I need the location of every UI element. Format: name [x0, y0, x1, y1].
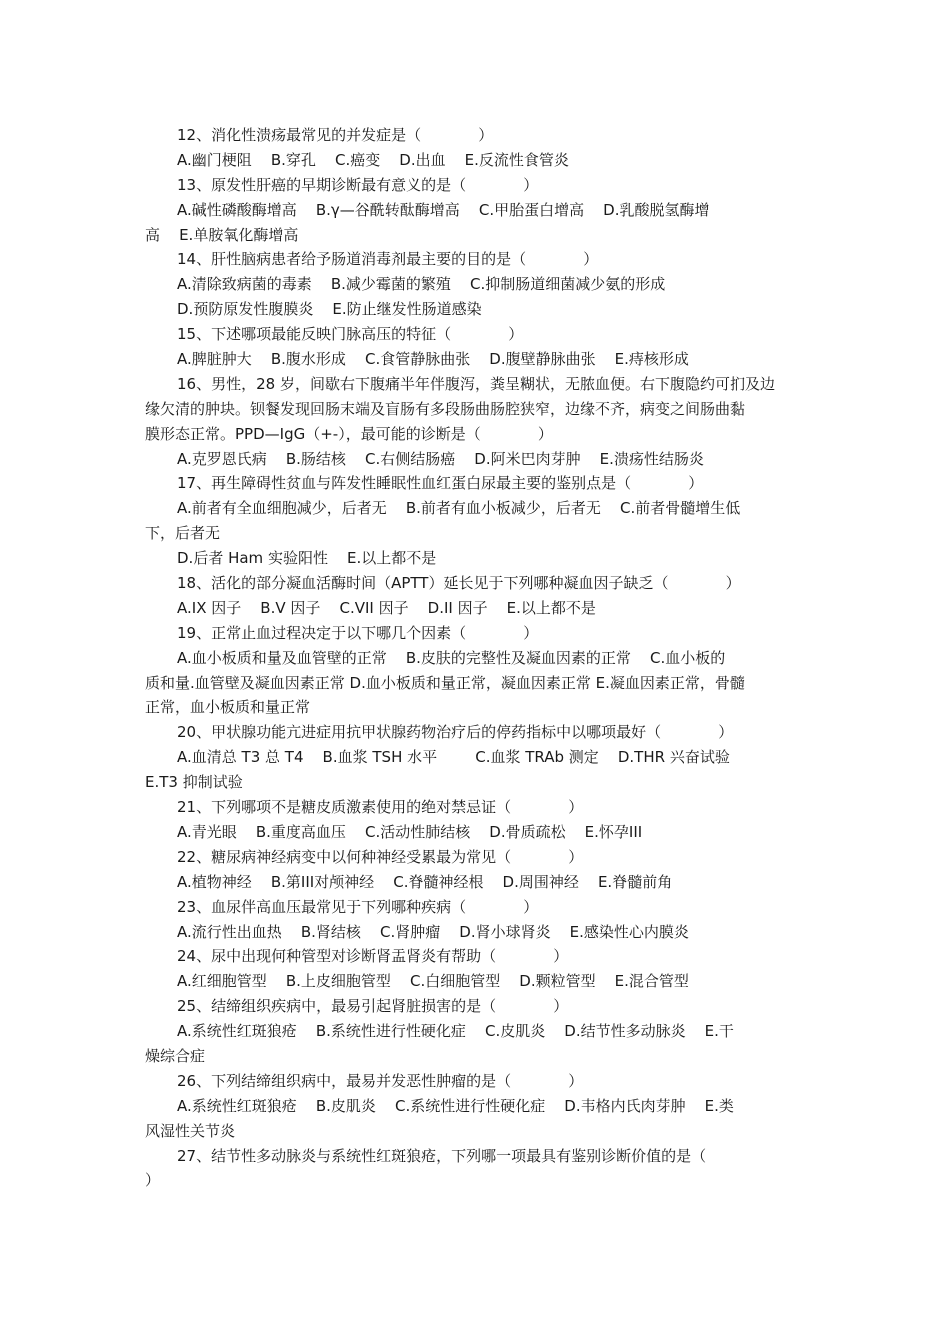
text-line: A.IX 因子 B.V 因子 C.VII 因子 D.II 因子 E.以上都不是 — [177, 598, 596, 617]
text-line: 15、下述哪项最能反映门脉高压的特征（ ） — [177, 325, 524, 344]
text-line: 16、男性，28 岁，间歇右下腹痛半年伴腹泻，粪呈糊状，无脓血便。右下腹隐约可扪及边 — [177, 374, 775, 393]
text-line: A.脾脏肿大 B.腹水形成 C.食管静脉曲张 D.腹壁静脉曲张 E.痔核形成 — [177, 350, 689, 369]
text-line: 17、再生障碍性贫血与阵发性睡眠性血红蛋白尿最主要的鉴别点是（ ） — [177, 474, 704, 493]
text-line: A.流行性出血热 B.肾结核 C.肾肿瘤 D.肾小球肾炎 E.感染性心内膜炎 — [177, 922, 689, 941]
text-line: D.后者 Ham 实验阳性 E.以上都不是 — [177, 549, 437, 568]
text-line: A.克罗恩氏病 B.肠结核 C.右侧结肠癌 D.阿米巴肉芽肿 E.溃疡性结肠炎 — [177, 449, 704, 468]
text-line: 19、正常止血过程决定于以下哪几个因素（ ） — [177, 623, 539, 642]
text-line: A.青光眼 B.重度高血压 C.活动性肺结核 D.骨质疏松 E.怀孕III — [177, 822, 643, 841]
text-line: A.前者有全血细胞减少，后者无 B.前者有血小板减少，后者无 C.前者骨髓增生低 — [177, 499, 741, 518]
text-line: A.幽门梗阻 B.穿孔 C.癌变 D.出血 E.反流性食管炎 — [177, 150, 569, 169]
text-line: A.清除致病菌的毒素 B.减少霉菌的繁殖 C.抑制肠道细菌减少氨的形成 — [177, 275, 666, 294]
question-list — [145, 123, 810, 1193]
text-line: 27、结节性多动脉炎与系统性红斑狼疮，下列哪一项最具有鉴别诊断价值的是（ — [177, 1146, 707, 1165]
text-line: 下，后者无 — [145, 524, 221, 543]
text-line: 21、下列哪项不是糖皮质激素使用的绝对禁忌证（ ） — [177, 798, 584, 817]
text-line: 20、甲状腺功能亢进症用抗甲状腺药物治疗后的停药指标中以哪项最好（ ） — [177, 723, 734, 742]
text-line: 风湿性关节炎 — [145, 1121, 236, 1140]
text-line: 26、下列结缔组织病中，最易并发恶性肿瘤的是（ ） — [177, 1071, 584, 1090]
text-line: 23、血尿伴高血压最常见于下列哪种疾病（ ） — [177, 897, 539, 916]
text-line: A.系统性红斑狼疮 B.皮肌炎 C.系统性进行性硬化症 D.韦格内氏肉芽肿 E.类 — [177, 1096, 734, 1115]
text-line: A.血小板质和量及血管壁的正常 B.皮肤的完整性及凝血因素的正常 C.血小板的 — [177, 648, 726, 667]
text-line: ） — [145, 1171, 161, 1190]
text-line: 高 E.单胺氧化酶增高 — [145, 225, 299, 244]
text-line: 燥综合症 — [145, 1046, 206, 1065]
text-line: 22、糖尿病神经病变中以何种神经受累最为常见（ ） — [177, 847, 584, 866]
text-line: 12、消化性溃疡最常见的并发症是（ ） — [177, 126, 494, 144]
text-line: D.预防原发性腹膜炎 E.防止继发性肠道感染 — [177, 300, 482, 319]
text-line: A.系统性红斑狼疮 B.系统性进行性硬化症 C.皮肌炎 D.结节性多动脉炎 E.干 — [177, 1022, 734, 1041]
text-line: 膜形态正常。PPD—IgG（+-），最可能的诊断是（ ） — [145, 424, 553, 443]
text-line: 18、活化的部分凝血活酶时间（APTT）延长见于下列哪种凝血因子缺乏（ ） — [177, 574, 741, 593]
text-line: A.植物神经 B.第III对颅神经 C.脊髓神经根 D.周围神经 E.脊髓前角 — [177, 872, 673, 891]
text-line: 24、尿中出现何种管型对诊断肾盂肾炎有帮助（ ） — [177, 947, 569, 966]
text-line: 质和量.血管壁及凝血因素正常 D.血小板质和量正常，凝血因素正常 E.凝血因素正常，骨髓 — [145, 673, 745, 692]
text-line: 13、原发性肝癌的早期诊断最有意义的是（ ） — [177, 175, 539, 194]
text-line: A.碱性磷酸酶增高 B.γ—谷酰转酞酶增高 C.甲胎蛋白增高 D.乳酸脱氢酶增 — [177, 200, 710, 219]
text-line: A.红细胞管型 B.上皮细胞管型 C.白细胞管型 D.颗粒管型 E.混合管型 — [177, 972, 689, 991]
text-line: 缘欠清的肿块。钡餐发现回肠末端及盲肠有多段肠曲肠腔狭窄，边缘不齐，病变之间肠曲黏 — [145, 399, 746, 418]
text-line: E.T3 抑制试验 — [145, 773, 243, 792]
text-line: 正常，血小板质和量正常 — [145, 698, 311, 717]
text-line: A.血清总 T3 总 T4 B.血浆 TSH 水平 C.血浆 TRAb 测定 D.THR 兴奋试验 — [177, 748, 730, 767]
text-line: 25、结缔组织疾病中，最易引起肾脏损害的是（ ） — [177, 997, 569, 1016]
text-line: 14、肝性脑病患者给予肠道消毒剂最主要的目的是（ ） — [177, 250, 599, 269]
